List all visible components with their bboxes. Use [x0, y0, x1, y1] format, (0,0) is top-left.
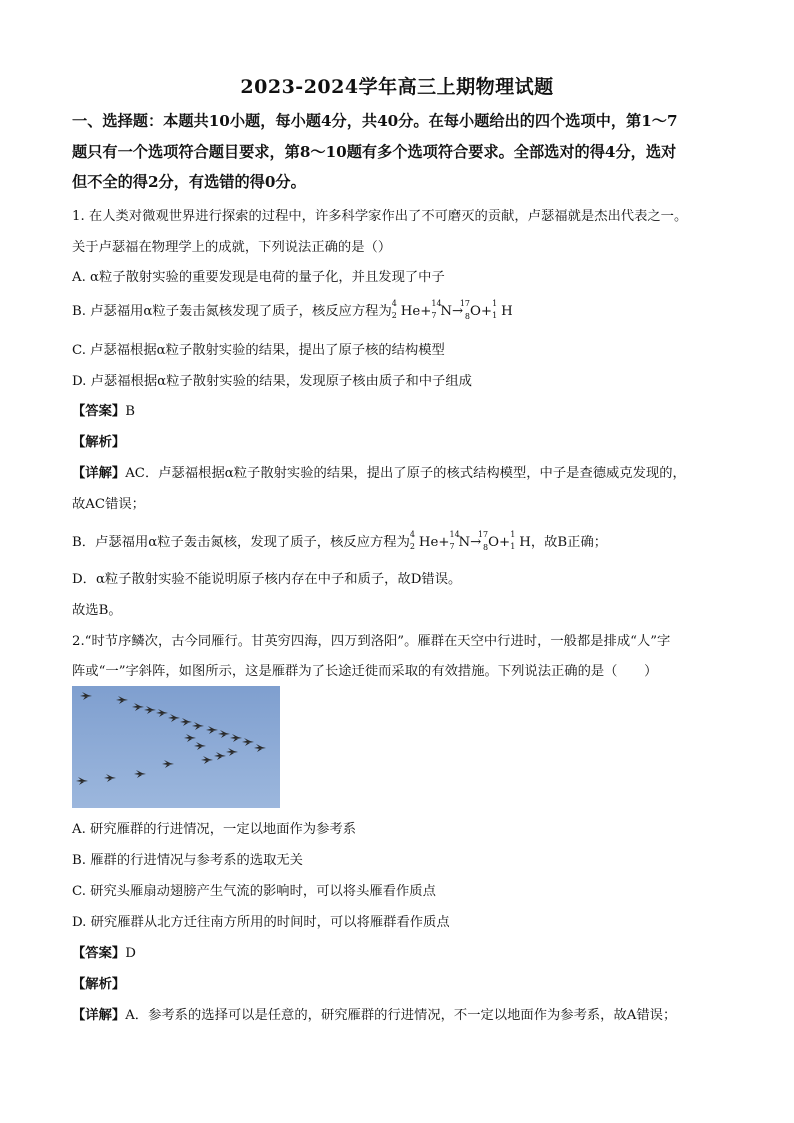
q1-stem-line-1: 1. 在人类对微观世界进行探索的过程中，许多科学家作出了不可磨灭的贡献，卢瑟福就是杰出代表之一。: [72, 209, 688, 224]
q2-stem-line-2: 阵或“一”字斜阵，如图所示，这是雁群为了长途迁徙而采取的有效措施。下列说法正确的是（ ）: [72, 664, 658, 679]
section-instructions-line-2: 题只有一个选项符合题目要求，第8～10题有多个选项符合要求。全部选对的得4分，选对: [72, 143, 677, 161]
q1-answer: 【答案】B: [72, 404, 135, 419]
he-nuclide-numbers: 4 2: [391, 298, 397, 320]
q1-detail-line-1: 【详解】AC．卢瑟福根据α粒子散射实验的结果，提出了原子的核式结构模型，中子是查德威克发现的，: [72, 466, 686, 481]
q2-detail-line-1: 【详解】A．参考系的选择可以是任意的，研究雁群的行进情况，不一定以地面作为参考系，故A错误；: [72, 1008, 677, 1023]
q1-option-d: D. 卢瑟福根据α粒子散射实验的结果，发现原子核由质子和中子组成: [72, 374, 472, 389]
nuclear-equation: 4 2 He+ 14 7 N→ 8 17 O+ 1 1 H: [391, 298, 513, 321]
page-title: 2023-2024学年高三上期物理试题: [240, 76, 554, 98]
q1-option-b-text: B. 卢瑟福用α粒子轰击氮核发现了质子，核反应方程为: [72, 304, 392, 319]
q2-answer: 【答案】D: [72, 946, 136, 961]
q1-conclusion: 故选B。: [72, 603, 122, 618]
section-instructions-line-1: 一、选择题：本题共10小题，每小题4分，共40分。在每小题给出的四个选项中，第1～7: [72, 112, 678, 130]
q1-option-c: C. 卢瑟福根据α粒子散射实验的结果，提出了原子核的结构模型: [72, 343, 445, 358]
q1-analysis-label: 【解析】: [72, 435, 126, 450]
q2-option-c: C. 研究头雁扇动翅膀产生气流的影响时，可以将头雁看作质点: [72, 884, 436, 899]
q1-detail-line-2: 故AC错误；: [72, 497, 145, 512]
q1-detail-b: B．卢瑟福用α粒子轰击氮核，发现了质子，核反应方程为 4 2 He+ 14 7 N→ 8 17 O+ 1 1 H，故B正确；: [72, 529, 608, 552]
q2-stem-line-1: 2.“时节序鳞次，古今同雁行。甘英穷四海，四万到洛阳”。雁群在天空中行进时，一般都是排成“人”字: [72, 634, 671, 649]
q1-stem-line-2: 关于卢瑟福在物理学上的成就，下列说法正确的是（）: [72, 240, 392, 255]
q2-option-b: B. 雁群的行进情况与参考系的选取无关: [72, 853, 303, 868]
q2-option-d: D. 研究雁群从北方迁往南方所用的时间时，可以将雁群看作质点: [72, 915, 450, 930]
q2-option-a: A. 研究雁群的行进情况，一定以地面作为参考系: [72, 822, 356, 837]
section-instructions-line-3: 但不全的得2分，有选错的得0分。: [72, 173, 306, 191]
h-nuclide-numbers: 1 1: [492, 298, 498, 320]
reaction-arrow: → 8 17: [452, 299, 471, 321]
q1-option-b: [72, 300, 513, 320]
n-nuclide-numbers: 14 7: [431, 298, 442, 320]
nuclear-equation-2: 4 2 He+ 14 7 N→ 8 17 O+ 1 1 H: [409, 529, 531, 552]
q2-analysis-label: 【解析】: [72, 977, 126, 992]
q1-detail-d: D．α粒子散射实验不能说明原子核内存在中子和质子，故D错误。: [72, 572, 462, 587]
geese-flock-photo: [72, 686, 280, 808]
q1-option-a: A. α粒子散射实验的重要发现是电荷的量子化，并且发现了中子: [72, 270, 445, 285]
